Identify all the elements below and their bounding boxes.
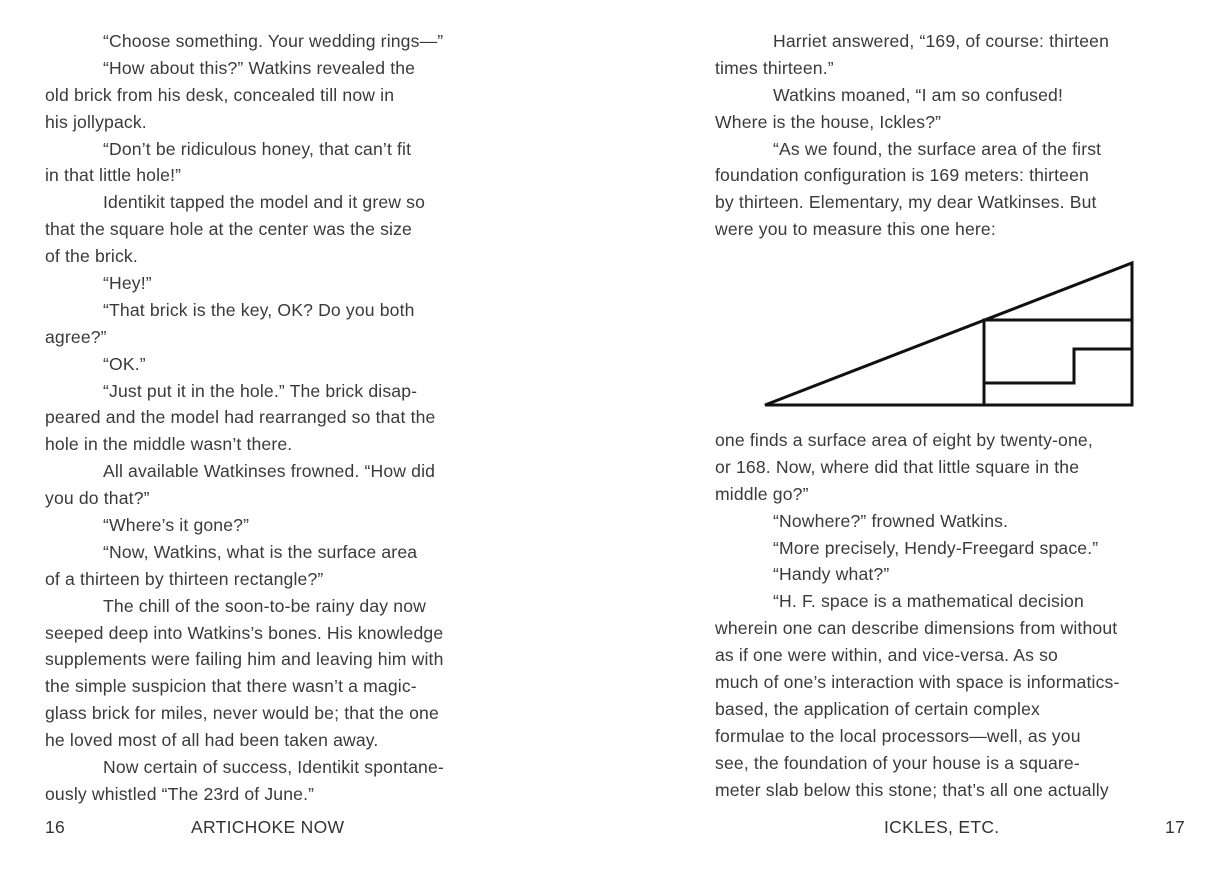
- text-line: agree?”: [45, 326, 107, 347]
- step-line: [984, 349, 1132, 383]
- text-line: Identikit tapped the model and it grew so: [103, 192, 426, 213]
- text-line: wherein one can describe dimensions from without: [715, 618, 1118, 639]
- text-line: “Handy what?”: [773, 564, 890, 585]
- text-line: of the brick.: [45, 246, 138, 267]
- text-line: or 168. Now, where did that little square in the: [715, 456, 1080, 477]
- text-line: see, the foundation of your house is a square-: [715, 752, 1080, 773]
- text-line: “Don’t be ridiculous honey, that can’t fit: [103, 138, 412, 159]
- text-line: “As we found, the surface area of the first: [773, 138, 1102, 159]
- text-line: “That brick is the key, OK? Do you both: [103, 299, 415, 320]
- text-line: old brick from his desk, concealed till now in: [45, 84, 395, 105]
- text-line: times thirteen.”: [715, 57, 834, 78]
- text-line: “H. F. space is a mathematical decision: [773, 591, 1084, 612]
- text-line: “Nowhere?” frowned Watkins.: [773, 510, 1009, 531]
- left-page: [0, 0, 612, 874]
- text-line: “Where’s it gone?”: [103, 515, 250, 536]
- text-line: much of one’s interaction with space is informatics-: [715, 672, 1120, 693]
- text-line: of a thirteen by thirteen rectangle?”: [45, 568, 324, 589]
- text-line: by thirteen. Elementary, my dear Watkinses. But: [715, 192, 1097, 213]
- text-line: his jollypack.: [45, 111, 147, 132]
- right-page-body-bottom: [715, 427, 1185, 803]
- running-title-left: ARTICHOKE NOW: [191, 817, 345, 837]
- text-line: “Hey!”: [103, 273, 152, 294]
- text-line: glass brick for miles, never would be; that the one: [45, 703, 439, 724]
- text-line: were you to measure this one here:: [715, 219, 996, 240]
- text-line: “Just put it in the hole.” The brick disap-: [103, 380, 418, 401]
- text-line: Now certain of success, Identikit spontane-: [103, 757, 444, 778]
- text-line: one finds a surface area of eight by twenty-one,: [715, 430, 1093, 450]
- text-line: All available Watkinses frowned. “How did: [103, 461, 436, 482]
- text-line: ously whistled “The 23rd of June.”: [45, 783, 315, 804]
- text-line: meter slab below this stone; that’s all one actually: [715, 779, 1109, 800]
- text-line: hole in the middle wasn’t there.: [45, 434, 293, 455]
- text-line: he loved most of all had been taken away.: [45, 730, 379, 751]
- text-line: seeped deep into Watkins’s bones. His knowledge: [45, 622, 444, 643]
- text-line: “More precisely, Hendy-Freegard space.”: [773, 537, 1099, 558]
- text-line: “OK.”: [103, 353, 146, 374]
- text-line: in that little hole!”: [45, 165, 182, 186]
- text-line: that the square hole at the center was the size: [45, 219, 412, 240]
- page-number-left: 16: [45, 817, 66, 837]
- text-line: the simple suspicion that there wasn’t a magic-: [45, 676, 417, 697]
- right-page-body-top: [715, 28, 1185, 243]
- text-line: “How about this?” Watkins revealed the: [103, 57, 416, 78]
- text-line: Harriet answered, “169, of course: thirteen: [773, 31, 1110, 51]
- text-line: as if one were within, and vice-versa. As so: [715, 645, 1058, 666]
- missing-square-diagram: [762, 258, 1142, 413]
- text-line: “Now, Watkins, what is the surface area: [103, 541, 418, 562]
- running-title-right: ICKLES, ETC.: [884, 817, 1000, 837]
- page-number-right: 17: [1165, 817, 1186, 837]
- left-page-body: [45, 28, 515, 808]
- text-line: “Choose something. Your wedding rings—”: [103, 31, 444, 51]
- text-line: middle go?”: [715, 483, 809, 504]
- text-line: foundation configuration is 169 meters: thirteen: [715, 165, 1089, 186]
- text-line: The chill of the soon-to-be rainy day now: [103, 595, 427, 616]
- triangle-outline: [765, 263, 1132, 405]
- text-line: you do that?”: [45, 488, 150, 509]
- text-line: formulae to the local processors—well, as you: [715, 725, 1081, 746]
- text-line: peared and the model had rearranged so that the: [45, 407, 436, 428]
- text-line: based, the application of certain complex: [715, 698, 1040, 719]
- text-line: supplements were failing him and leaving him with: [45, 649, 444, 670]
- right-page: [612, 0, 1225, 874]
- text-line: Watkins moaned, “I am so confused!: [773, 84, 1063, 105]
- text-line: Where is the house, Ickles?”: [715, 111, 942, 132]
